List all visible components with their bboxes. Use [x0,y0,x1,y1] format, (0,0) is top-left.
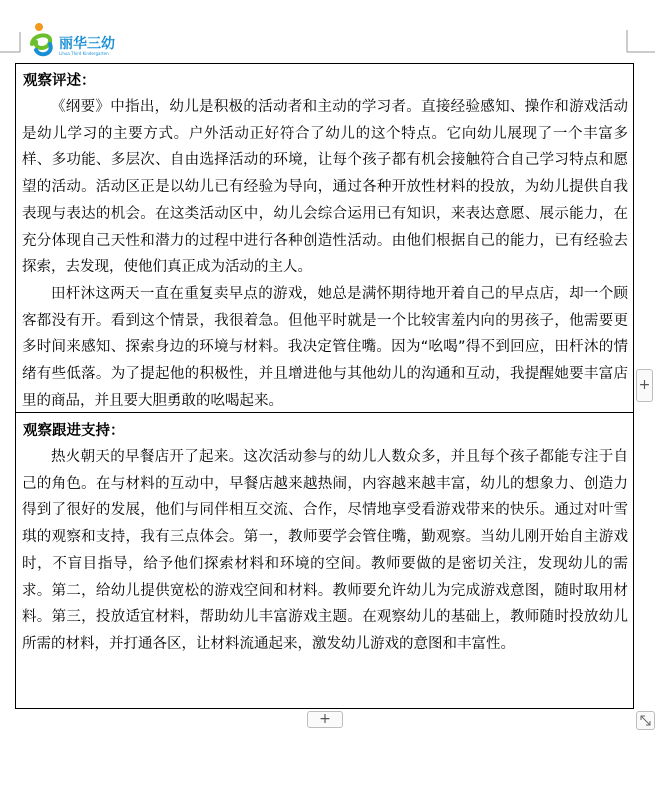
observation-table [15,63,634,709]
logo-mark-icon [28,22,58,60]
logo-title: 丽华三幼 [59,36,115,52]
resize-arrow-icon [637,712,654,729]
add-row-button[interactable]: + [307,711,343,728]
crop-mark-top-right [620,30,660,60]
add-column-button[interactable]: + [636,369,653,402]
logo-subtitle: Lihua Third Kindergarten [59,51,109,56]
paragraph-observation-review-2: 田杆沐这两天一直在重复卖早点的游戏，她总是满怀期待地开着自己的早点店，却一个顾客都没有开。看到这个情景，我很着急。但他平时就是一个比较害羞内向的男孩子，他需要更多时间来感知、探索身边的环境与材料。我决定管住嘴。因为“吆喝”得不到回应，田杆沐的情绪有些低落。为了提起他的积极性，并且增进他与其他幼儿的沟通和互动，我提醒她要丰富店里的商品，并且要大胆勇敢的吆喝起来。 [22,286,628,409]
section-title-observation-review: 观察评述： [23,73,96,89]
table-row-divider [16,412,633,413]
paragraph-observation-review-1: 《纲要》中指出，幼儿是积极的活动者和主动的学习者。直接经验感知、操作和游戏活动是幼儿学习的主要方式。户外活动正好符合了幼儿的这个特点。它向幼儿展现了一个丰富多样、多功能、多层次、自由选择活动的环境，让每个孩子都有机会接触符合自己学习特点和愿望的活动。活动区正是以幼儿已有经验为导向，通过各种开放性材料的投放，为幼儿提供自我表现与表达的机会。在这类活动区中，幼儿会综合运用已有知识，来表达意愿、展示能力，在充分体现自己天性和潜力的过程中进行各种创造性活动。由他们根据自己的能力，已有经验去探索，去发现，使他们真正成为活动的主人。 [22,99,628,276]
table-resize-handle[interactable] [636,711,655,730]
section-title-follow-up-support: 观察跟进支持： [23,423,125,439]
paragraph-follow-up-support-1: 热火朝天的早餐店开了起来。这次活动参与的幼儿人数众多，并且每个孩子都能专注于自己的角色。在与材料的互动中，早餐店越来越热闹，内容越来越丰富，幼儿的想象力、创造力得到了很好的发展，他们与同伴相互交流、合作，尽情地享受看游戏带来的快乐。通过对叶雪琪的观察和支持，我有三点体会。第一，教师要学会管住嘴，勤观察。当幼儿刚开始自主游戏时，不盲目指导，给予他们探索材料和环境的空间。教师要做的是密切关注，发现幼儿的需求。第二，给幼儿提供宽松的游戏空间和材料。教师要允许幼儿为完成游戏意图，随时取用材料。第三，投放适宜材料，帮助幼儿丰富游戏主题。在观察幼儿的基础上，教师随时投放幼儿所需的材料，并打通各区，让材料流通起来，激发幼儿游戏的意图和丰富性。 [22,449,628,652]
kindergarten-logo [28,22,128,60]
crop-mark-top-left [0,0,30,60]
